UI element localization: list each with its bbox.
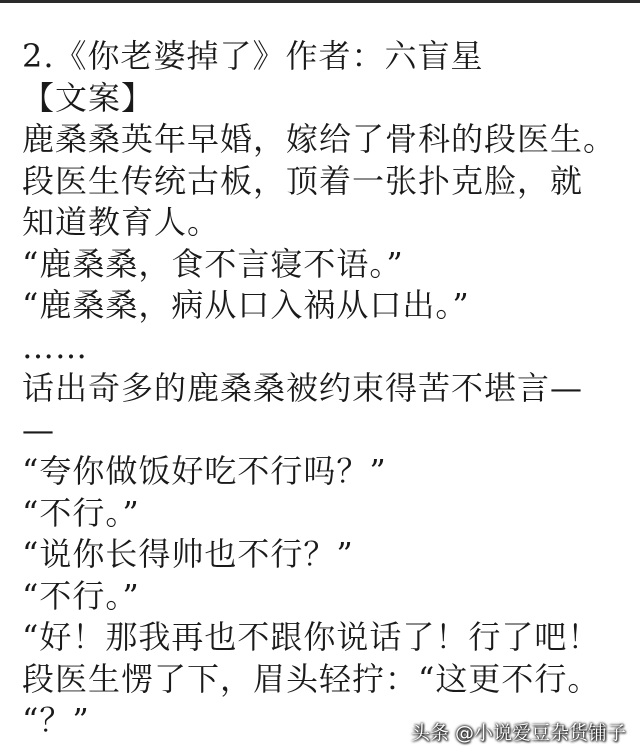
text-line: — — [22, 410, 55, 449]
section-heading: 【文案】 — [22, 78, 155, 117]
title-line: 2.《你老婆掉了》作者：六盲星 — [22, 37, 484, 75]
top-border — [0, 0, 640, 3]
text-line: “不行。” — [22, 576, 140, 615]
text-line: 知道教育人。 — [22, 203, 221, 241]
text-line: “鹿桑桑，食不言寝不语。” — [22, 244, 404, 283]
text-line: …… — [22, 327, 88, 366]
text-line: “夸你做饭好吃不行吗？” — [22, 452, 387, 490]
watermark-label: 头条 @小说爱豆杂货铺子 — [410, 722, 626, 744]
text-line: “？” — [22, 701, 90, 739]
text-line: “鹿桑桑，病从口入祸从口出。” — [22, 286, 470, 324]
text-line: “不行。” — [22, 493, 140, 532]
text-line: “说你长得帅也不行？” — [22, 535, 354, 573]
document-text — [22, 36, 640, 742]
text-line: 段医生传统古板，顶着一张扑克脸，就 — [22, 161, 584, 200]
text-line: 段医生愣了下，眉头轻拧：“这更不行。 — [22, 659, 601, 698]
text-line: 鹿桑桑英年早婚，嫁给了骨科的段医生。 — [22, 120, 617, 158]
text-line: “好！那我再也不跟你说话了！行了吧！ — [22, 618, 601, 656]
text-line: 话出奇多的鹿桑桑被约束得苦不堪言— — [22, 369, 584, 407]
